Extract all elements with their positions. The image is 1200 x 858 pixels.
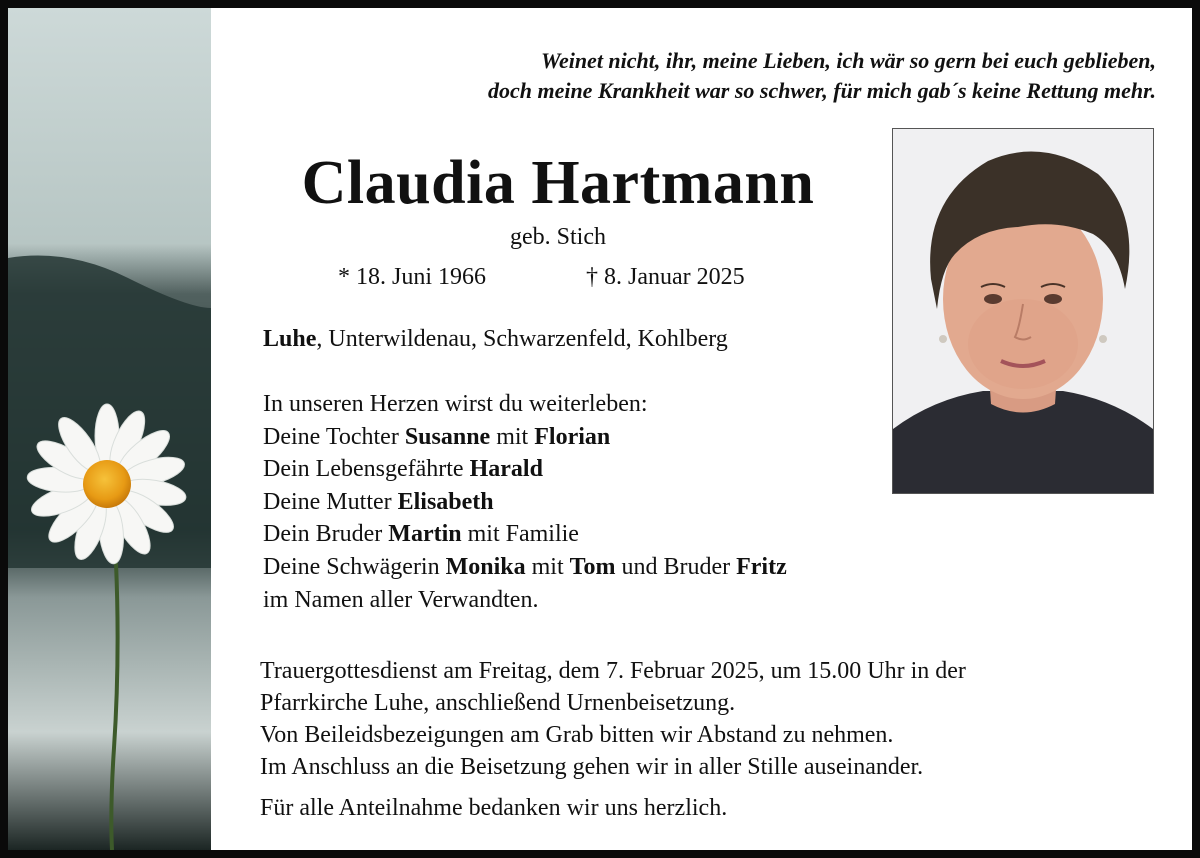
survivor-name: Harald [469,456,543,483]
survivor-line [263,486,787,519]
deceased-name: Claudia Hartmann [301,149,815,217]
survivor-text: Dein Lebensgefährte [263,456,470,483]
survivor-name: Florian [534,423,611,450]
survivor-text: Deine Tochter [263,423,405,450]
survivor-text: Dein Bruder [263,521,389,548]
survivor-text: mit [490,423,535,450]
survivor-text: Deine Schwägerin [263,553,446,580]
survivor-name: Martin [388,521,462,548]
quote-line-2: doch meine Krankheit war so schwer, für mich gab´s keine Rettung mehr. [487,78,1156,103]
survivor-text: mit Familie [461,521,579,548]
places [263,323,728,355]
portrait-photo [892,128,1154,494]
survivors-list [263,388,787,616]
survivor-line [263,518,787,551]
service-line-1: Trauergottesdienst am Freitag, dem 7. Februar 2025, um 15.00 Uhr in der [260,658,966,684]
places-rest: , Unterwildenau, Schwarzenfeld, Kohlberg [316,326,728,352]
death-date: † 8. Januar 2025 [586,264,745,290]
survivor-text: und Bruder [615,553,737,580]
service-line-3: Von Beileidsbezeigungen am Grab bitten wir Abstand zu nehmen. [260,722,894,748]
survivor-name: Elisabeth [397,488,494,515]
daisy-photo [8,8,211,850]
survivor-line [263,453,787,486]
survivor-name: Monika [445,553,526,580]
survivor-text: mit [525,553,570,580]
places-main: Luhe [263,326,317,352]
thanks-line: Für alle Anteilnahme bedanken wir uns herzlich. [260,795,728,821]
service-line-4: Im Anschluss an die Beisetzung gehen wir in aller Stille auseinander. [260,754,924,780]
survivor-name: Tom [569,553,616,580]
survivors-intro: In unseren Herzen wirst du weiterleben: [263,391,648,417]
survivor-line [263,421,787,454]
service-line-2: Pfarrkirche Luhe, anschließend Urnenbeisetzung. [260,690,736,716]
service-info [260,655,966,783]
quote-line-1: Weinet nicht, ihr, meine Lieben, ich wär so gern bei euch geblieben, [541,48,1156,73]
birth-name: geb. Stich [510,224,606,250]
birth-date: * 18. Juni 1966 [338,264,487,290]
quote [488,46,1156,106]
survivors-closing: im Namen aller Verwandten. [263,586,539,613]
survivor-text: Deine Mutter [263,488,398,515]
survivor-line [263,551,787,584]
survivor-name: Fritz [736,553,787,580]
survivor-name: Susanne [404,423,491,450]
